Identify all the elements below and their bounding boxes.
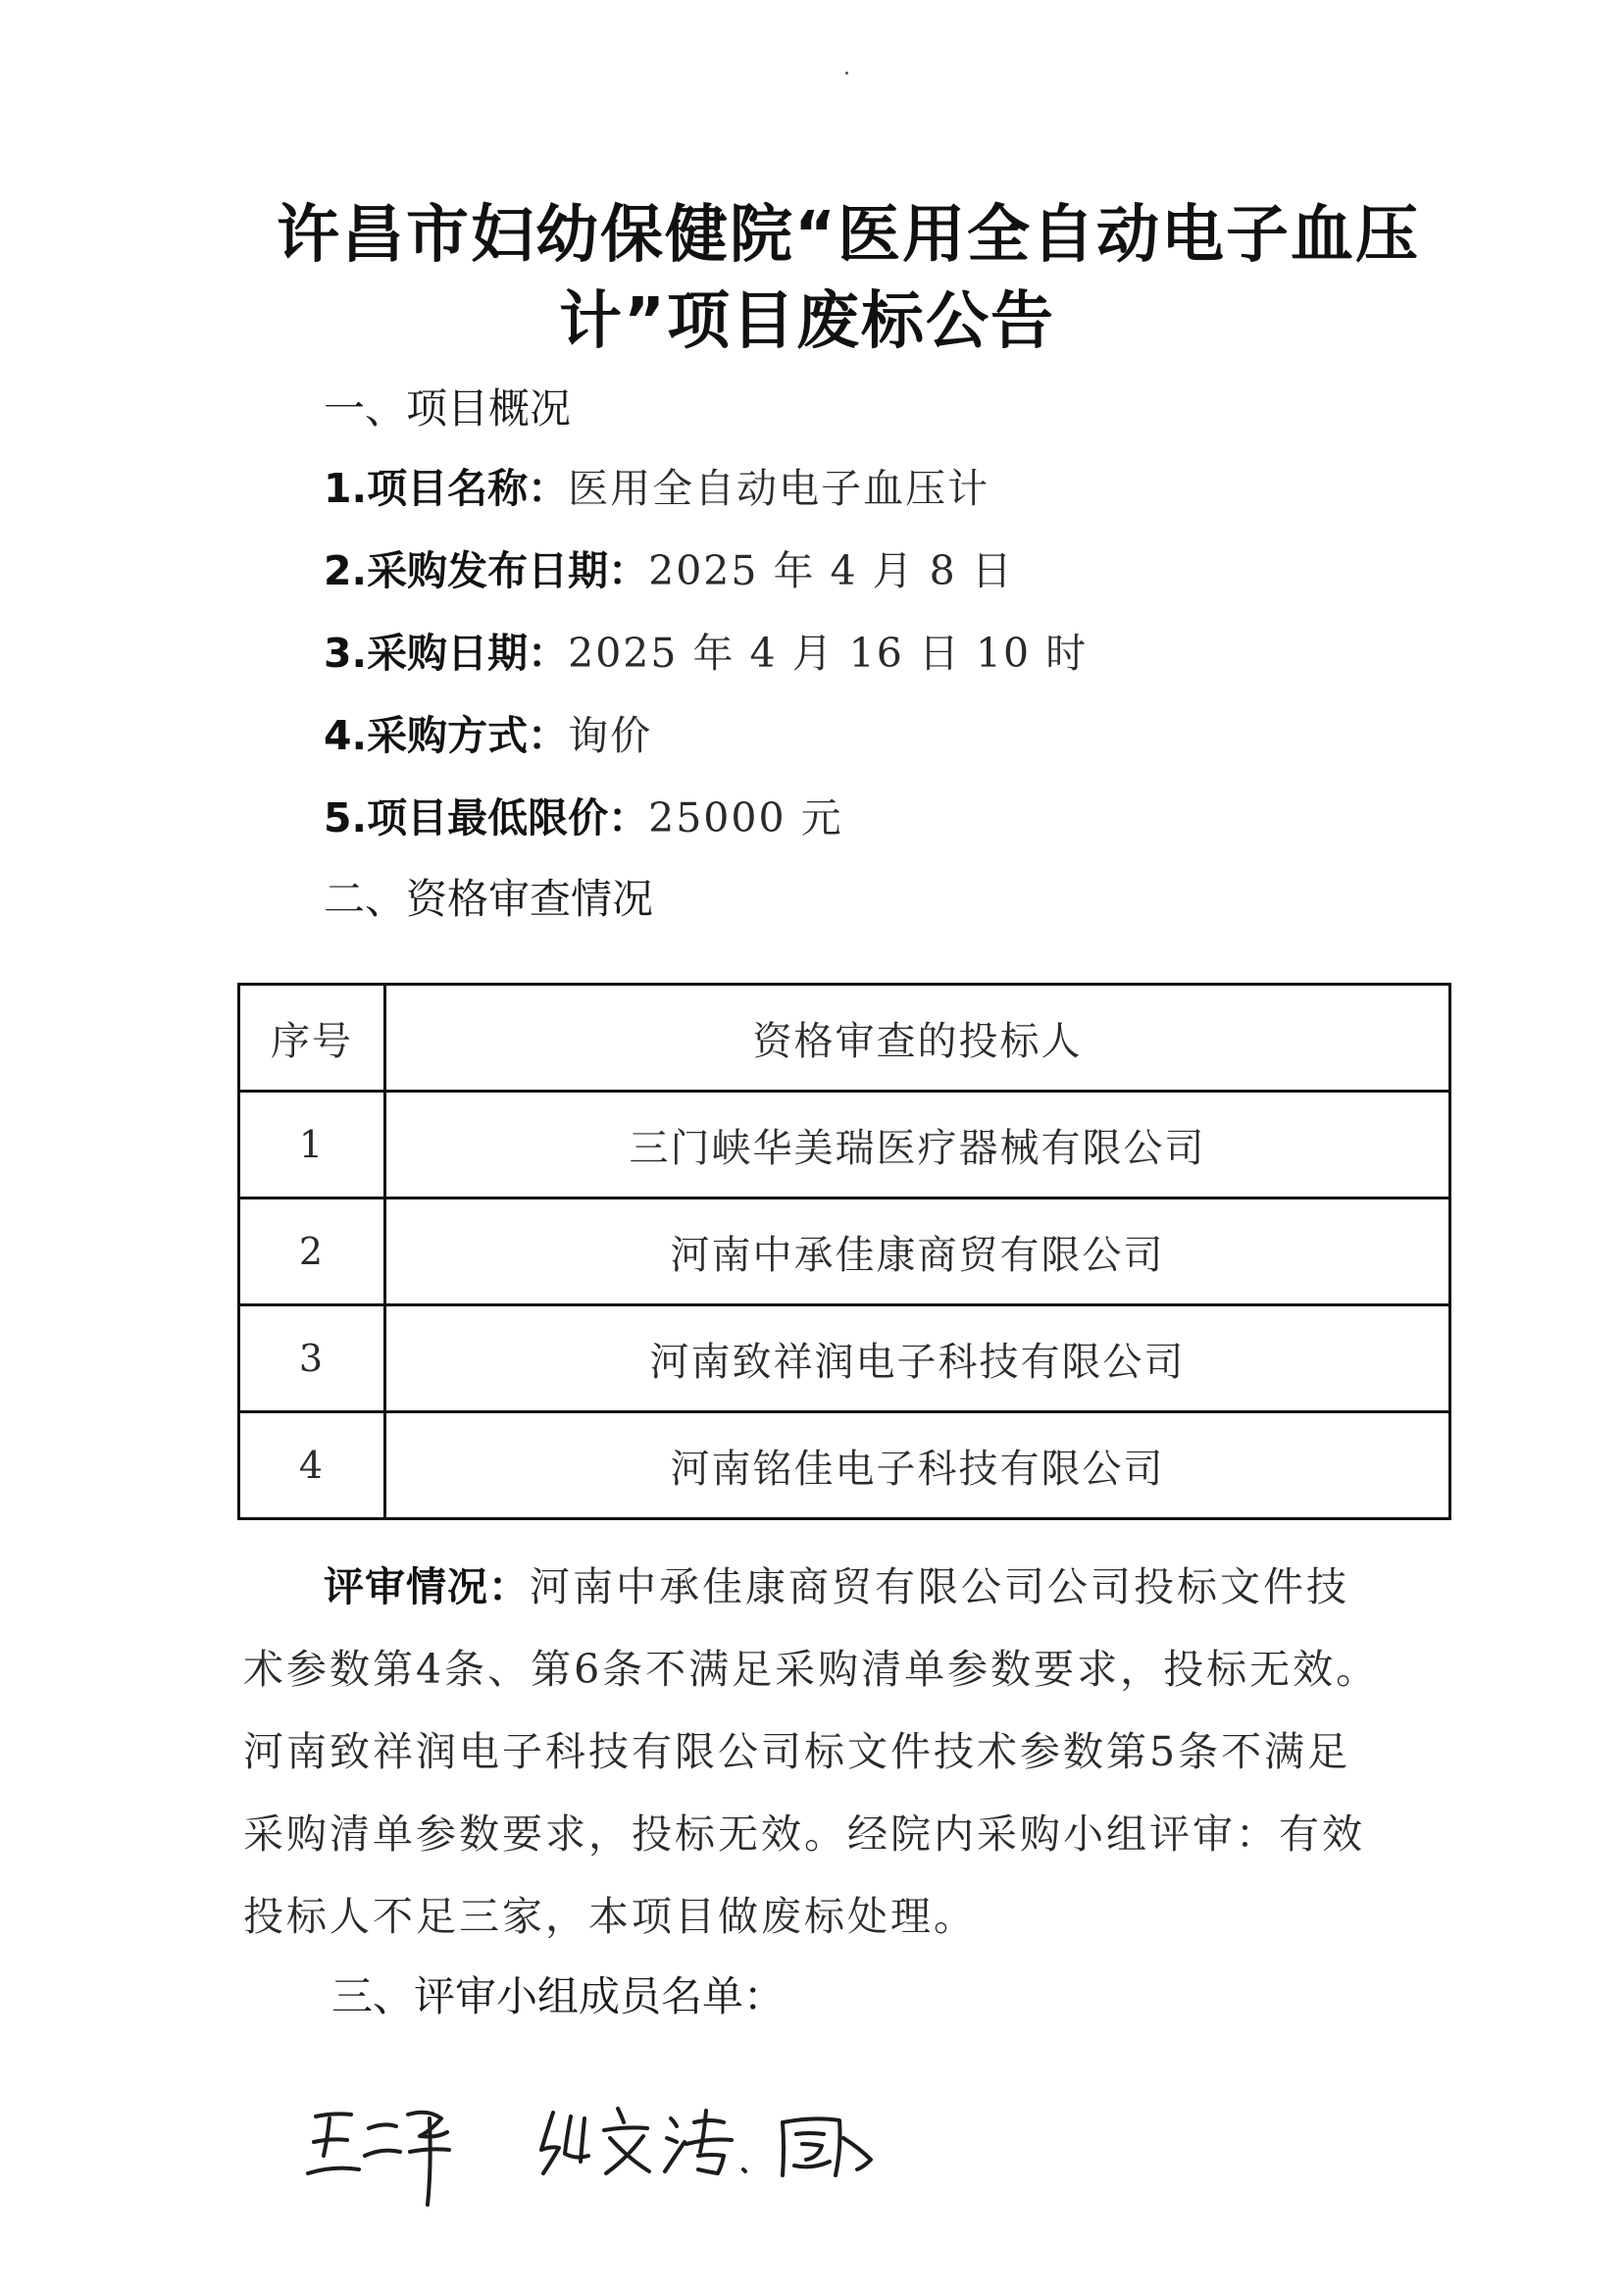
signature-3	[783, 2118, 871, 2175]
info-label: 3.采购日期：	[324, 630, 569, 677]
document-title-line-1: 许昌市妇幼保健院“医用全自动电子血压	[277, 199, 1421, 272]
section-heading-members: 三、评审小组成员名单：	[331, 1972, 786, 2020]
section-heading-qualification: 二、资格审查情况	[324, 875, 654, 923]
info-label: 5.项目最低限价：	[324, 794, 649, 841]
info-procurement-method	[324, 712, 653, 759]
review-text: 河南中承佳康商贸有限公司公司投标文件技术参数第4条、第6条不满足采购清单参数要求，投标无效。河南致祥润电子科技有限公司标文件技术参数第5条不满足采购清单参数要求，投标无效。经院内采购小组评审：有效投标人不足三家，本项目做废标处理。	[243, 1563, 1380, 1940]
document-title-line-2: 计”项目废标公告	[559, 285, 1056, 358]
scan-speck	[845, 72, 848, 75]
info-value: 2025 年 4 月 16 日 10 时	[568, 630, 1089, 677]
bidder-name: 河南致祥润电子科技有限公司	[385, 1305, 1450, 1412]
signature-2	[541, 2109, 745, 2173]
bidder-name: 三门峡华美瑞医疗器械有限公司	[385, 1092, 1450, 1198]
review-label: 评审情况：	[324, 1563, 530, 1610]
info-project-name	[324, 465, 990, 512]
table-row	[239, 1305, 1450, 1412]
info-publish-date	[324, 547, 1014, 594]
table-header-row	[239, 985, 1450, 1092]
row-number: 1	[239, 1092, 385, 1198]
handwritten-signatures	[294, 2079, 902, 2217]
info-value: 25000 元	[648, 794, 843, 841]
info-value: 询价	[568, 712, 653, 759]
info-minimum-price	[324, 794, 843, 841]
column-header-no: 序号	[239, 985, 385, 1092]
row-number: 4	[239, 1412, 385, 1519]
info-value: 2025 年 4 月 8 日	[648, 547, 1014, 594]
bidder-name: 河南铭佳电子科技有限公司	[385, 1412, 1450, 1519]
table-row	[239, 1198, 1450, 1305]
qualification-table	[237, 983, 1451, 1520]
table-row	[239, 1092, 1450, 1198]
table-row	[239, 1412, 1450, 1519]
bidder-name: 河南中承佳康商贸有限公司	[385, 1198, 1450, 1305]
info-value: 医用全自动电子血压计	[568, 465, 990, 512]
review-paragraph	[243, 1546, 1387, 1958]
signature-1	[308, 2113, 449, 2205]
section-heading-overview: 一、项目概况	[324, 384, 572, 433]
row-number: 3	[239, 1305, 385, 1412]
signature-strokes	[294, 2079, 902, 2217]
info-label: 4.采购方式：	[324, 712, 569, 759]
column-header-bidder: 资格审查的投标人	[385, 985, 1450, 1092]
info-label: 2.采购发布日期：	[324, 547, 649, 594]
row-number: 2	[239, 1198, 385, 1305]
info-procurement-date	[324, 630, 1089, 677]
info-label: 1.项目名称：	[324, 465, 569, 512]
